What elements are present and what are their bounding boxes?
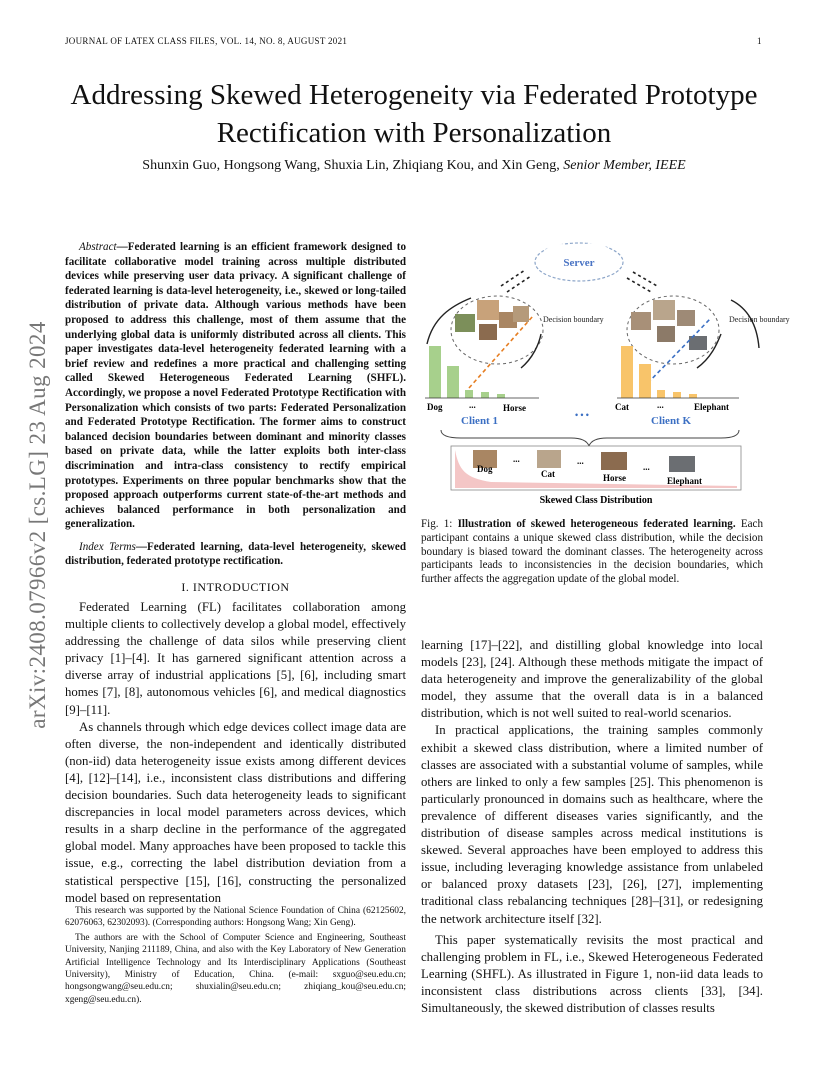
client-k-panel (615, 296, 790, 427)
page-number: 1 (757, 36, 762, 46)
class-label-dog: Dog (427, 402, 443, 412)
abstract-block (65, 240, 406, 569)
server-label: Server (563, 257, 595, 269)
footnote-affiliation: The authors are with the School of Computer Science and Engineering, Southeast University, Nanjing 211189, China, and also with the Key Laboratory of New Generation Artificial Intelligence Technology and Its Interdisciplinary Applications (Southeast University), Ministry of Education, China. (e-mail: sxguo@seu.edu.cn; hongsongwang@seu.edu.cn; shuxialin@seu.edu.cn; zhiqiang_kou@seu.edu.cn; xgeng@seu.edu.cn). (65, 932, 406, 1005)
ellipsis: ... (577, 456, 584, 466)
author-list (60, 158, 768, 174)
index-terms-label: Index Terms (79, 540, 136, 553)
class-label-elephant: Elephant (667, 476, 703, 486)
bar (673, 392, 681, 398)
class-label-elephant: Elephant (694, 402, 730, 412)
bar (429, 346, 441, 398)
intro-paragraph-1: Federated Learning (FL) facilitates collaboration among multiple clients to collectively develop a global model, effectively addressing the challenge of data silos while preserving client privacy [1]–[4]. It has garnered significant attention across a diverse array of industrial applications [5], [6], including smart homes [7], [8], autonomous vehicles [6], and medical diagnostics [9]–[11]. (65, 600, 406, 717)
figure-caption (421, 518, 763, 587)
body-paragraph-1: learning [17]–[22], and distilling global knowledge into local models [23], [24]. Although these methods mitigate the impact of data heterogeneity and improve the generalizability of the global model, they assume that the overall data is in a balanced distribution, which is not well suited to real-world scenarios. (421, 638, 763, 721)
cat-photo (677, 310, 695, 326)
arxiv-stamp: arXiv:2408.07966v2 [cs.LG] 23 Aug 2024 (25, 321, 50, 729)
caption-label: Fig. 1: (421, 518, 453, 530)
elephant-photo (689, 336, 707, 350)
arrow-boundary (521, 334, 541, 368)
cat-photo (631, 312, 651, 330)
ellipsis: ... (657, 400, 664, 410)
dog-photo (513, 306, 529, 322)
footnotes (65, 905, 406, 1008)
class-label-horse: Horse (503, 403, 526, 413)
right-column-body (421, 637, 763, 1017)
abstract (65, 240, 406, 532)
author-names: Shunxin Guo, Hongsong Wang, Shuxia Lin, Zhiqiang Kou, and Xin Geng, (142, 158, 560, 173)
bar (497, 394, 505, 398)
decision-boundary-label: Decision boundary (729, 315, 790, 324)
abstract-text: —Federated learning is an efficient framework designed to facilitate collaborative model training across multiple distributed devices while preserving user data privacy. A significant challenge of federated learning is data-level heterogeneity, i.e., skewed or long-tailed distribution of private data. Although various methods have been proposed to address this challenge, most of them assume that the underlying global data is uniformly distributed across all clients. This paper investigates data-level heterogeneity federated learning with a brief review and redefines a more practical and challenging setting called Skewed Heterogeneous Federated Learning (SHFL). Accordingly, we propose a novel Federated Prototype Rectification with Personalization which consists of two parts: Federated Personalization and Federated Prototype Rectification. The former aims to construct balanced decision boundaries between dominant and minority classes based on private data, while the latter exploits both inter-class discrimination and intra-class consistency to rectify empirical prototypes. Experiments on three popular benchmarks show that the proposed approach outperforms current state-of-the-art methods and achieves balanced performance in both personalization and generalization. (65, 241, 406, 531)
caption-text: Each participant contains a unique skewed class distribution, while the decision boundary is biased toward the dominant classes. The heterogeneity across participants leads to inconsistencies in the decision boundaries, which further affects the aggregation update of the global model. (421, 518, 763, 586)
index-terms-text: —Federated learning, data-level heterogeneity, skewed distribution, federated prototype rectification. (65, 540, 406, 568)
grouping-bracket (441, 430, 739, 446)
body-paragraph-2: In practical applications, the training samples commonly exhibit a skewed class distribution, where a limited number of classes are associated with a substantial volume of samples, while others are linked to only a few samples [25]. This phenomenon is particularly pronounced in domains such as healthcare, where the prevalence of different diseases varies significantly, and the distribution of disease samples across medical institutions is skewed. Several approaches have been employed to address this issue, including leveraging knowledge assistance from unlabeled or balanced proxy datasets [23], [26], [27], implementing traditional class rebalancing techniques [28]–[31], or redesigning the network architecture itself [32]. (421, 723, 763, 926)
class-label-cat: Cat (615, 402, 629, 412)
decision-boundary-label: Decision boundary (543, 315, 604, 324)
paper-title: Addressing Skewed Heterogeneity via Federated Prototype Rectification with Personalization (70, 79, 758, 149)
decision-boundary-line (643, 318, 711, 388)
class-label-cat: Cat (541, 469, 555, 479)
bar (621, 346, 633, 398)
bar (465, 390, 473, 398)
skewed-distribution-panel (451, 446, 741, 506)
server-cloud (535, 243, 623, 281)
author-membership: Senior Member, IEEE (563, 158, 686, 173)
caption-title: Illustration of skewed heterogeneous federated learning. (457, 518, 736, 530)
bar (447, 366, 459, 398)
abstract-label: Abstract (79, 241, 117, 253)
bar (689, 394, 697, 398)
elephant-photo (669, 456, 695, 472)
index-terms (65, 540, 406, 569)
footnote-funding: This research was supported by the National Science Foundation of China (62125602, 62076063, 62302093). (Corresponding authors: Hongsong Wang; Xin Geng). (65, 906, 406, 929)
cat-photo (537, 450, 561, 468)
client-1-label: Client 1 (461, 415, 498, 427)
skewed-title: Skewed Class Distribution (539, 495, 653, 506)
horse-photo (601, 452, 627, 470)
bar (639, 364, 651, 398)
left-column-body (65, 599, 406, 907)
client-1-panel (425, 296, 604, 427)
section-heading: I. INTRODUCTION (181, 580, 290, 594)
class-label-horse: Horse (603, 473, 626, 483)
intro-paragraph-2: As channels through which edge devices collect image data are often diverse, the non-independent and identically distributed (non-iid) data heterogeneity issue exists among different devices [4], [12]–[14], i.e., inconsistent class distributions and differing decision boundaries. Such data heterogeneity leads to significant discrepancies in local model parameters across devices, which results in a sharp decline in the performance of the aggregated global model. Many approaches have been proposed to tackle this issue, e.g., correcting the label distribution deviation from a statistical perspective [15], [16], constructing the personalized model based on representation (65, 719, 406, 905)
ellipsis: ... (513, 454, 520, 464)
clients-ellipsis: • • • (575, 410, 589, 420)
figure-1 (421, 238, 790, 508)
ellipsis: ... (469, 400, 476, 410)
bar (657, 390, 665, 398)
class-label-dog: Dog (477, 464, 493, 474)
dog-photo (477, 300, 499, 320)
client-k-label: Client K (651, 415, 692, 427)
dog-photo (479, 324, 497, 340)
arrow-right (731, 300, 759, 348)
horse-photo (455, 314, 475, 332)
bar (481, 392, 489, 398)
cat-photo (657, 326, 675, 342)
running-header: JOURNAL OF LATEX CLASS FILES, VOL. 14, NO. 8, AUGUST 2021 (65, 36, 348, 46)
body-paragraph-3: This paper systematically revisits the most practical and challenging problem in FL, i.e., Skewed Heterogeneous Federated Learning (SHFL). As illustrated in Figure 1, non-iid data leads to inconsistent class distributions across clients [33], [34]. Simultaneously, the skewed distribution of classes results (421, 932, 763, 1015)
cat-photo (653, 300, 675, 320)
ellipsis: ... (643, 462, 650, 472)
